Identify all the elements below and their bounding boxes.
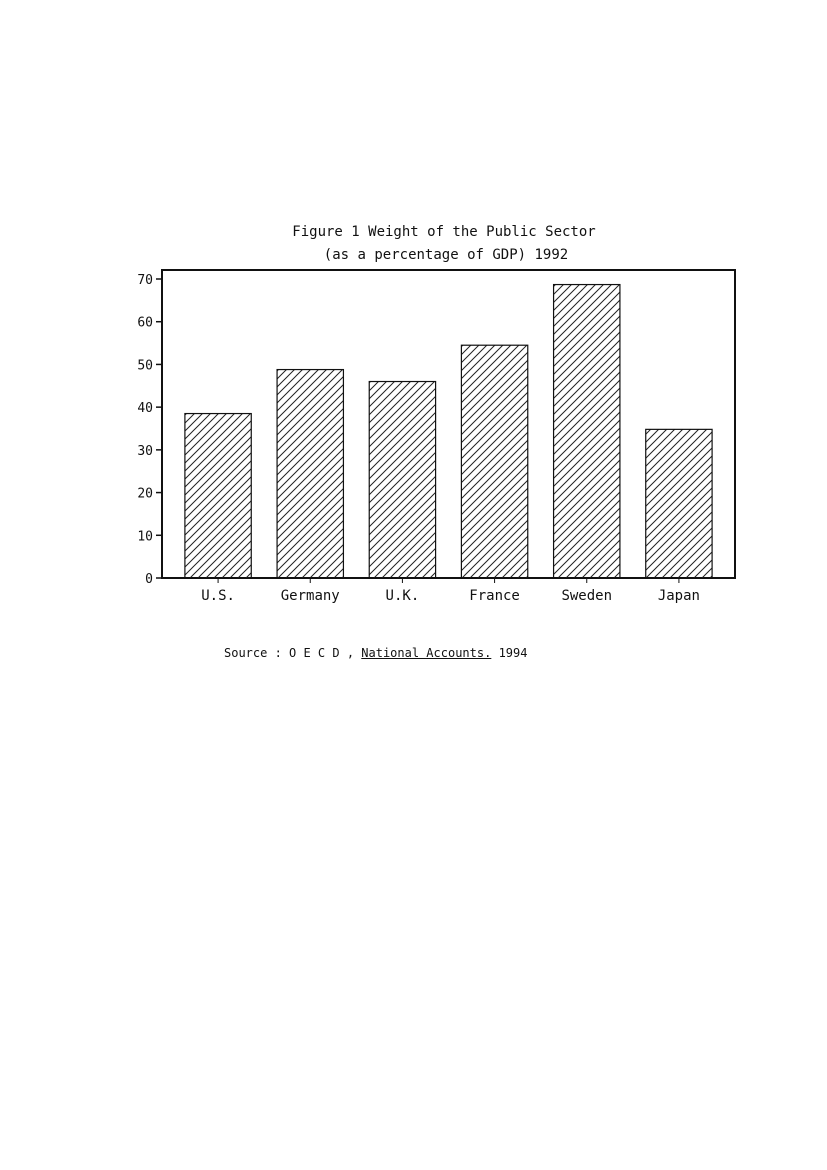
- x-category-label: U.S.: [201, 588, 235, 604]
- y-tick-label: 70: [137, 273, 153, 288]
- bar-us: [185, 414, 251, 578]
- y-tick-label: 0: [145, 572, 153, 587]
- source-year: 1994: [498, 646, 528, 660]
- x-category-label: Japan: [657, 588, 700, 604]
- bar-series: [185, 285, 712, 578]
- bar-sweden: [554, 285, 620, 578]
- y-tick-label: 10: [137, 529, 153, 545]
- y-tick-label: 50: [137, 358, 153, 374]
- source-note: [224, 646, 527, 660]
- x-axis: [201, 578, 700, 604]
- bar-germany: [277, 370, 343, 578]
- bar-france: [461, 345, 527, 578]
- x-category-label: Sweden: [561, 588, 613, 604]
- source-prefix: Source : O E C D ,: [224, 646, 355, 660]
- bar-japan: [646, 429, 712, 578]
- x-category-label: France: [469, 588, 520, 604]
- chart-title: Figure 1 Weight of the Public Sector: [292, 224, 596, 240]
- y-tick-label: 20: [137, 486, 153, 502]
- x-category-label: U.K.: [385, 588, 420, 604]
- chart-subtitle: (as a percentage of GDP) 1992: [323, 247, 569, 263]
- y-tick-label: 40: [137, 401, 153, 417]
- y-tick-label: 60: [137, 315, 153, 331]
- x-category-label: Germany: [280, 588, 340, 604]
- y-tick-label: 30: [137, 443, 153, 459]
- bar-uk: [369, 382, 435, 578]
- source-publication: National Accounts.: [361, 646, 492, 660]
- y-axis: [137, 273, 162, 587]
